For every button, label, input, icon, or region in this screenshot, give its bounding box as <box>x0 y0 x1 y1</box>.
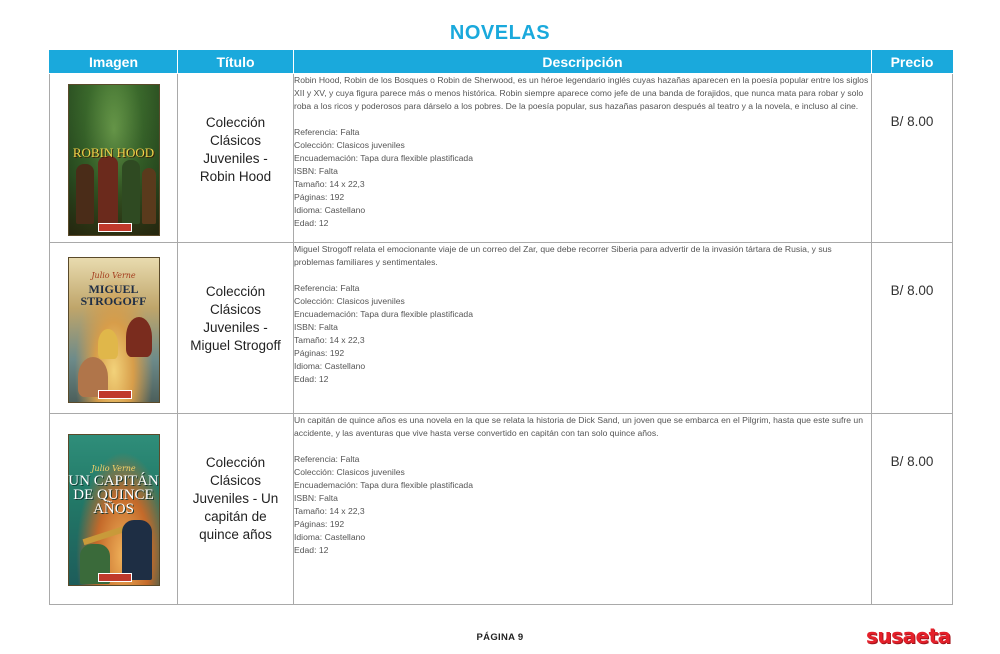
spec-idioma: Idioma: Castellano <box>294 361 366 371</box>
spec-idioma: Idioma: Castellano <box>294 205 366 215</box>
brand-logo: susaeta <box>866 624 951 648</box>
publisher-tag <box>98 573 132 582</box>
figure-shape <box>142 168 156 224</box>
figure-shape <box>98 329 118 359</box>
figure-shape <box>122 160 140 224</box>
cover-title: MIGUEL STROGOFF <box>80 282 147 308</box>
cover-title: ROBIN HOOD <box>72 145 155 160</box>
spec-edad: Edad: 12 <box>294 545 329 555</box>
spec-paginas: Páginas: 192 <box>294 192 345 202</box>
table-row <box>50 414 953 605</box>
spec-isbn: ISBN: Falta <box>294 322 338 332</box>
table-row <box>50 74 953 243</box>
title-cell <box>178 414 294 605</box>
column-header-description: Descripción <box>294 51 872 74</box>
spec-coleccion: Colección: Clasicos juveniles <box>294 140 405 150</box>
image-cell <box>50 74 178 243</box>
table-header-row <box>50 51 953 74</box>
cover-author: Julio Verne <box>91 464 136 473</box>
spec-isbn: ISBN: Falta <box>294 166 338 176</box>
title-cell <box>178 74 294 243</box>
column-header-image: Imagen <box>50 51 178 74</box>
page-number: PÁGINA 9 <box>476 632 524 643</box>
figure-shape <box>76 164 94 224</box>
book-summary: Miguel Strogoff relata el emocionante viaje de un correo del Zar, que debe recorrer Siberia para advertir de la invasión tártara de Rusia, y sus problemas familiares y sentimentales. <box>294 244 832 267</box>
spec-paginas: Páginas: 192 <box>294 348 345 358</box>
book-summary: Robin Hood, Robin de los Bosques o Robin de Sherwood, es un héroe legendario inglés cuyas hazañas aparecen en la poesía popular entre los siglos XII y XV, y cuya figura parece más o menos histórica. Robin siempre aparece como jefe de una banda de forajidos, que nunca mata para robar y solo roba a los ricos y poderosos para dárselo a los pobres. De la poesía popular, sus hazañas pasaron después al teatro y a la novela, e incluso al cine. <box>294 75 869 111</box>
description-cell <box>294 243 872 414</box>
spec-edad: Edad: 12 <box>294 218 329 228</box>
spec-tamano: Tamaño: 14 x 22,3 <box>294 335 365 345</box>
spec-encuadernacion: Encuademación: Tapa dura flexible plastificada <box>294 309 473 319</box>
spec-tamano: Tamaño: 14 x 22,3 <box>294 506 365 516</box>
publisher-tag <box>98 390 132 399</box>
product-table <box>49 50 953 605</box>
publisher-tag <box>98 223 132 232</box>
spec-paginas: Páginas: 192 <box>294 519 345 529</box>
cover-title: UN CAPITÁN DE QUINCE AÑOS <box>68 473 159 517</box>
description-cell <box>294 74 872 243</box>
spec-referencia: Referencia: Falta <box>294 283 360 293</box>
figure-shape <box>98 156 118 224</box>
image-cell <box>50 243 178 414</box>
spec-tamano: Tamaño: 14 x 22,3 <box>294 179 365 189</box>
page-title: NOVELAS <box>449 22 551 44</box>
column-header-price: Precio <box>872 51 953 74</box>
column-header-title: Título <box>178 51 294 74</box>
spec-idioma: Idioma: Castellano <box>294 532 366 542</box>
figure-shape <box>122 520 152 580</box>
spec-coleccion: Colección: Clasicos juveniles <box>294 296 405 306</box>
spec-isbn: ISBN: Falta <box>294 493 338 503</box>
price-cell <box>872 74 953 243</box>
description-cell <box>294 414 872 605</box>
book-title: Colección Clásicos Juveniles - Robin Hood <box>199 115 272 184</box>
book-price: B/ 8.00 <box>890 114 934 129</box>
spec-referencia: Referencia: Falta <box>294 454 360 464</box>
book-title: Colección Clásicos Juveniles - Miguel Strogoff <box>190 284 281 353</box>
spec-coleccion: Colección: Clasicos juveniles <box>294 467 405 477</box>
title-cell <box>178 243 294 414</box>
price-cell <box>872 243 953 414</box>
price-cell <box>872 414 953 605</box>
cover-author: Julio Verne <box>91 271 136 280</box>
book-title: Colección Clásicos Juveniles - Un capitán de quince años <box>192 455 279 542</box>
figure-shape <box>126 317 152 357</box>
book-price: B/ 8.00 <box>890 283 934 298</box>
image-cell <box>50 414 178 605</box>
book-summary: Un capitán de quince años es una novela en la que se relata la historia de Dick Sand, un joven que se embarca en el Pilgrim, hasta que este sufre un accidente, y las aventuras que vive hasta verse convertido en capitán con tan solo quince años. <box>294 415 863 438</box>
book-cover-miguel-strogoff[interactable] <box>68 257 160 403</box>
book-cover-un-capitan[interactable] <box>68 434 160 586</box>
spec-encuadernacion: Encuademación: Tapa dura flexible plastificada <box>294 480 473 490</box>
table-row <box>50 243 953 414</box>
spec-edad: Edad: 12 <box>294 374 329 384</box>
spec-encuadernacion: Encuademación: Tapa dura flexible plastificada <box>294 153 473 163</box>
spec-referencia: Referencia: Falta <box>294 127 360 137</box>
book-price: B/ 8.00 <box>890 454 934 469</box>
book-cover-robin-hood[interactable] <box>68 84 160 236</box>
